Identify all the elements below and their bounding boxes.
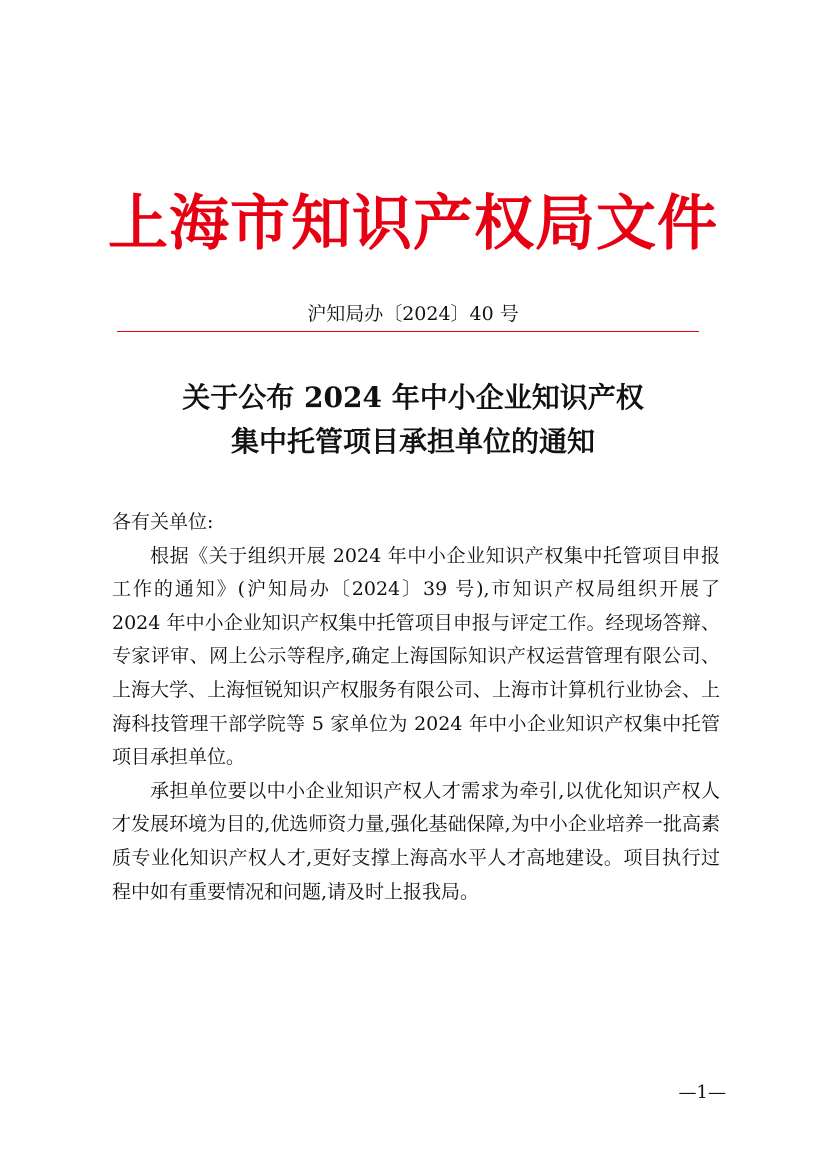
notice-title xyxy=(0,376,826,464)
body-paragraph: 根据《关于组织开展 2024 年中小企业知识产权集中托管项目申报工作的通知》(沪知局办〔2024〕39 号),市知识产权局组织开展了 2024 年中小企业知识产权集中托管项目申报与评定工作。经现场答辩、专家评审、网上公示等程序,确定上海国际知识产权运营管理有限公司、上海大学、上海恒锐知识产权服务有限公司、上海市计算机行业协会、上海科技管理干部学院等 5 家单位为 2024 年中小企业知识产权集中托管项目承担单位。 xyxy=(112,544,721,769)
header-divider xyxy=(117,331,699,332)
notice-body xyxy=(112,506,720,909)
document-number: 沪知局办〔2024〕40 号 xyxy=(307,303,519,325)
salutation: 各有关单位: xyxy=(112,511,214,533)
page-number: —1— xyxy=(678,1082,726,1103)
document-header-title: 上海市知识产权局文件 xyxy=(108,189,718,259)
notice-title-line-2: 集中托管项目承担单位的通知 xyxy=(230,425,595,458)
body-paragraph: 承担单位要以中小企业知识产权人才需求为牵引,以优化知识产权人才发展环境为目的,优选师资力量,强化基础保障,为中小企业培养一批高素质专业化知识产权人才,更好支撑上海高水平人才高地建设。项目执行过程中如有重要情况和问题,请及时上报我局。 xyxy=(112,779,720,903)
notice-title-line-1: 关于公布 2024 年中小企业知识产权 xyxy=(182,381,644,414)
